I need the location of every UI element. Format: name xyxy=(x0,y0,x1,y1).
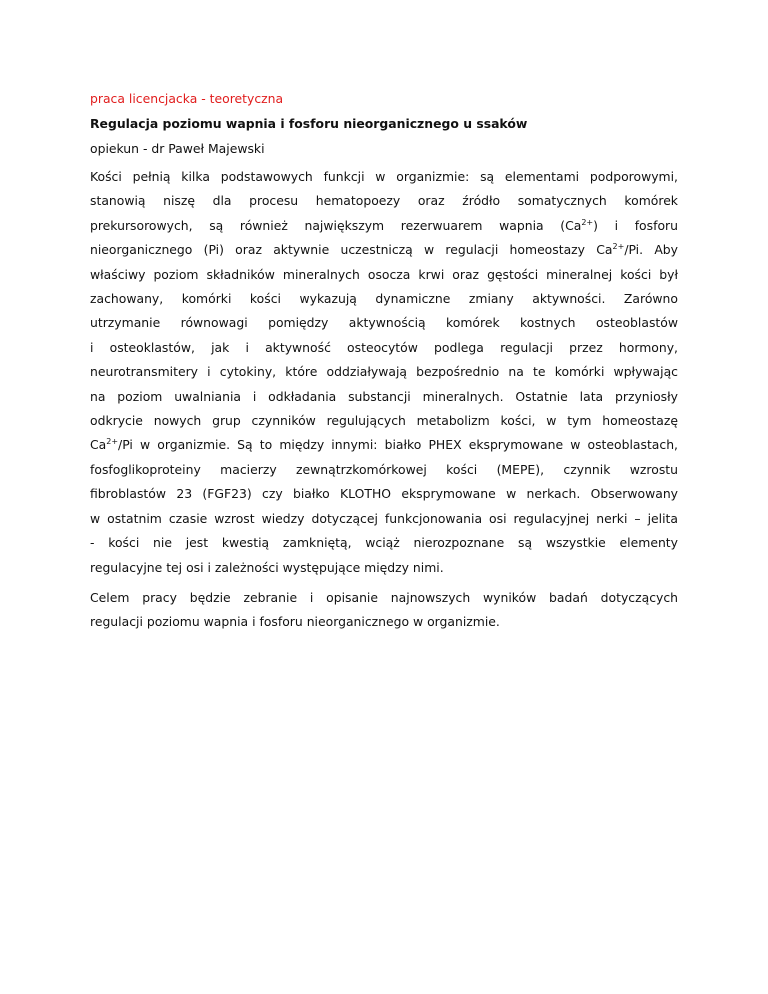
text-line: Kości pełnią kilka podstawowych funkcji w organizmie: są elementami podporowymi, xyxy=(90,169,678,184)
text-line: neurotransmitery i cytokiny, które oddziaływają bezpośrednio na te komórki wpływając xyxy=(90,364,678,380)
text-line: prekursorowych, są również największym rezerwuarem wapnia $(Ca^{2+})$ i fosforu xyxy=(90,217,678,233)
paragraph-2 xyxy=(90,586,678,635)
text-line: regulacyjne tej osi i zależności występujące między nimi. xyxy=(90,559,444,575)
text-line: $Ca^{2+}/Pi$ w organizmie. Są to między innymi: białko PHEX eksprymowane w osteoblastach, xyxy=(90,437,678,453)
text-line: fosfoglikoproteiny macierzy zewnątrzkomórkowej kości (MEPE), czynnik wzrostu xyxy=(90,461,678,477)
text-line: zachowany, komórki kości wykazują dynamiczne zmiany aktywności. Zarówno xyxy=(90,291,678,307)
document-title: Regulacja poziomu wapnia i fosforu nieorganicznego u ssaków xyxy=(90,116,528,131)
text-line: utrzymanie równowagi pomiędzy aktywnością komórek kostnych osteoblastów xyxy=(90,315,678,331)
text-line: właściwy poziom składników mineralnych osocza krwi oraz gęstości mineralnej kości był xyxy=(90,266,678,282)
text-line: odkrycie nowych grup czynników regulujących metabolizm kości, w tym homeostazę xyxy=(90,413,678,429)
text-line: Celem pracy będzie zebranie i opisanie najnowszych wyników badań dotyczących xyxy=(90,589,678,605)
text-line: fibroblastów 23 (FGF23) czy białko KLOTHO eksprymowane w nerkach. Obserwowany xyxy=(90,486,678,502)
text-line: i osteoklastów, jak i aktywność osteocytów podlega regulacji przez hormony, xyxy=(90,339,678,355)
text-line: nieorganicznego (Pi) oraz aktywnie uczestniczą w regulacji homeostazy $Ca^{2+}/Pi$. Aby xyxy=(90,242,678,258)
text-line: - kości nie jest kwestią zamkniętą, wciąż nierozpoznane są wszystkie elementy xyxy=(90,535,678,551)
text-line: regulacji poziomu wapnia i fosforu nieorganicznego w organizmie. xyxy=(90,614,500,630)
text-line: w ostatnim czasie wzrost wiedzy dotyczącej funkcjonowania osi regulacyjnej nerki – jelita xyxy=(90,510,678,526)
paragraph-1 xyxy=(90,165,678,580)
thesis-type: praca licencjacka - teoretyczna xyxy=(90,91,284,106)
supervisor-line: opiekun - dr Paweł Majewski xyxy=(90,141,265,156)
text-line: stanowią niszę dla procesu hematopoezy oraz źródło somatycznych komórek xyxy=(90,193,678,209)
text-line: na poziom uwalniania i odkładania substancji mineralnych. Ostatnie lata przyniosły xyxy=(90,388,678,404)
document-page xyxy=(90,86,678,635)
